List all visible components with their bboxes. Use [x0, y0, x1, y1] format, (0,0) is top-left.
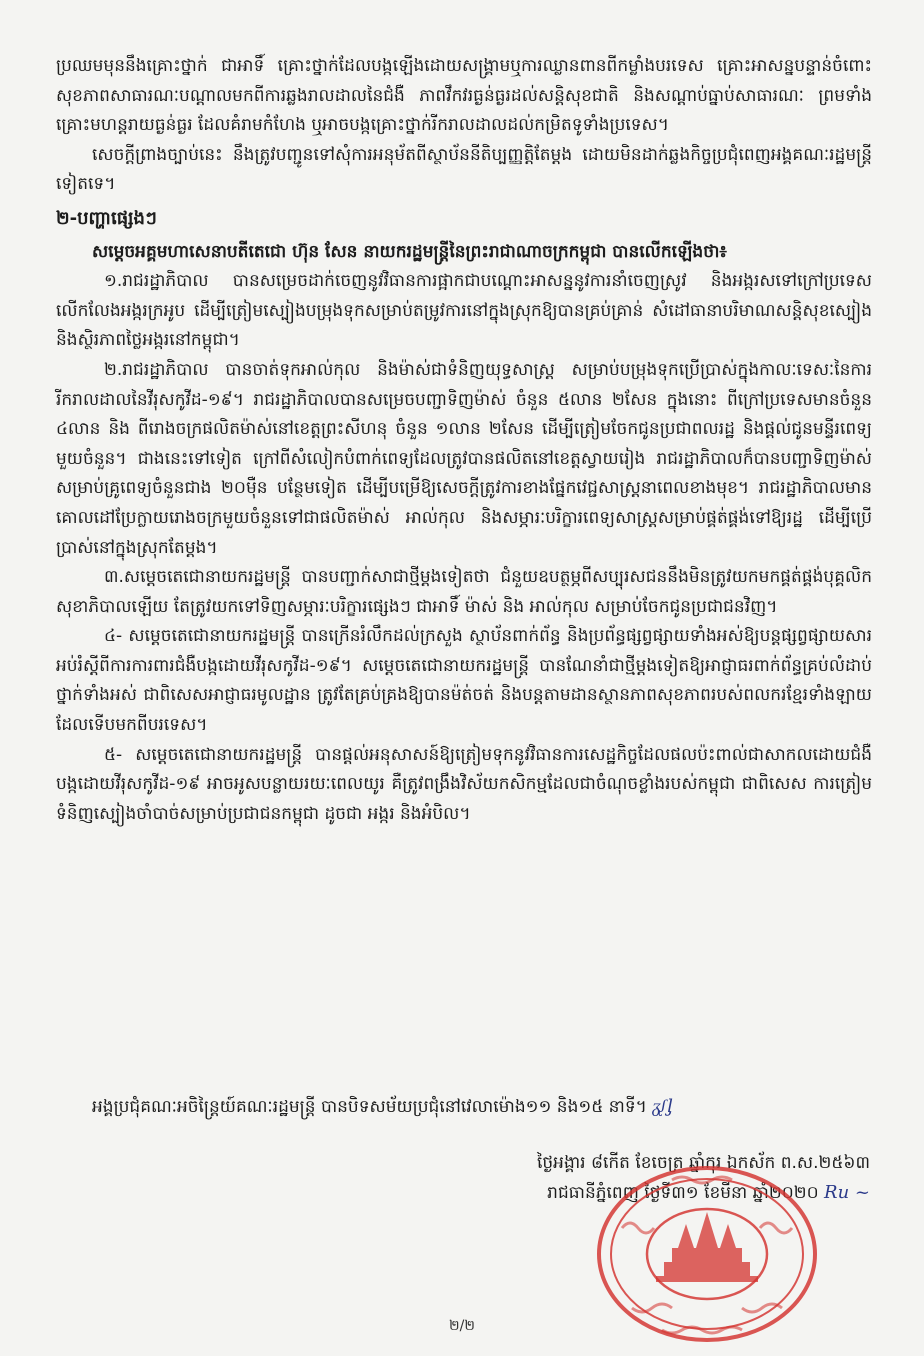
closing-block [56, 1092, 872, 1122]
section-intro: សម្តេចអគ្គមហាសេនាបតីតេជោ ហ៊ុន សែន នាយករដ្ឋមន្ត្រីនៃព្រះរាជាណាចក្រកម្ពុជា បានលើកឡើងថា៖ [92, 241, 727, 262]
date-initial: Ru ~ [824, 1182, 870, 1203]
item-3: ៣.សម្តេចតេជោនាយករដ្ឋមន្ត្រី បានបញ្ជាក់សាជាថ្មីម្តងទៀតថា ជំនួយឧបត្ថម្ភពីសប្បុរសជននឹងមិនត្រូវយកមកផ្គត់ផ្គង់បុគ្គលិកសុខាភិបាលឡើយ តែត្រូវយកទៅទិញសម្ភារៈបរិក្ខារផ្សេងៗ ជាអាទិ៍ ម៉ាស់ និង អាល់កុល សម្រាប់ចែកជូនប្រជាជនវិញ។ [56, 567, 872, 617]
intro-paragraph-2: សេចក្តីព្រាងច្បាប់នេះ នឹងត្រូវបញ្ជូនទៅសុំការអនុម័តពីស្ថាប័ននីតិប្បញ្ញត្តិតែម្តង ដោយមិនដាក់ឆ្លងកិច្ចប្រជុំពេញអង្គគណៈរដ្ឋមន្ត្រីទៀតទេ។ [56, 144, 872, 195]
item-2: ២.រាជរដ្ឋាភិបាល បានចាត់ទុកអាល់កុល និងម៉ាស់ជាទំនិញយុទ្ធសាស្ត្រ សម្រាប់បម្រុងទុកប្រើប្រាស់ក្នុងកាលៈទេសៈនៃការរីករាលដាលនៃវីរុសកូវីដ-១៩។ រាជរដ្ឋាភិបាលបានសម្រេចបញ្ជាទិញម៉ាស់ ចំនួន ៥លាន ២សែន ក្នុងនោះ ពីក្រៅប្រទេសមានចំនួន ៤លាន និង ពីរោងចក្រផលិតម៉ាស់នៅខេត្តព្រះសីហនុ ចំនួន ១លាន ២សែន ដើម្បីត្រៀមចែកជូនប្រជាពលរដ្ឋ និងផ្តល់ជូនមន្ទីរពេទ្យមួយចំនួន។ ជាងនេះទៅទៀត ក្រៅពីសំលៀកបំពាក់ពេទ្យដែលត្រូវបានផលិតនៅខេត្តស្វាយរៀង រាជរដ្ឋាភិបាលក៏បានបញ្ជាទិញម៉ាស់សម្រាប់គ្រូពេទ្យចំនួនជាង ២០ម៉ឺន បន្ថែមទៀត ដើម្បីបម្រើឱ្យសេចក្តីត្រូវការខាងផ្នែកវេជ្ជសាស្ត្រនាពេលខាងមុខ។ រាជរដ្ឋាភិបាលមានគោលដៅប្រែក្លាយរោងចក្រមួយចំនួនទៅជាផលិតម៉ាស់ អាល់កុល និងសម្ភារៈបរិក្ខារពេទ្យសាស្ត្រសម្រាប់ផ្គត់ផ្គង់ទៅឱ្យរដ្ឋ ដើម្បីប្រើប្រាស់នៅក្នុងស្រុកតែម្តង។ [56, 359, 872, 558]
date-solar: រាជធានីភ្នំពេញ ថ្ងៃទី៣១ ខែមីនា ឆ្នាំ២០២០ [547, 1183, 819, 1203]
item-5: ៥- សម្តេចតេជោនាយករដ្ឋមន្ត្រី បានផ្តល់អនុសាសន៍ឱ្យត្រៀមទុកនូវវិធានការសេដ្ឋកិច្ចដែលផលប៉ះពាល់ជាសាកលដោយជំងឺបង្កដោយវីរុសកូវីដ-១៩ អាចអូសបន្លាយរយៈពេលយូរ គឺត្រូវពង្រឹងវិស័យកសិកម្មដែលជាចំណុចខ្លាំងរបស់កម្ពុជា ជាពិសេស ការត្រៀមទំនិញស្បៀងចាំបាច់សម្រាប់ប្រជាជនកម្ពុជា ដូចជា អង្ករ និងអំបិល។ [56, 744, 872, 824]
item-1: ១.រាជរដ្ឋាភិបាល បានសម្រេចដាក់ចេញនូវវិធានការផ្អាកជាបណ្តោះអាសន្ននូវការនាំចេញស្រូវ និងអង្ករសទៅក្រៅប្រទេស លើកលែងអង្ករក្រអូប ដើម្បីត្រៀមស្បៀងបម្រុងទុកសម្រាប់តម្រូវការនៅក្នុងស្រុកឱ្យបានគ្រប់គ្រាន់ សំដៅធានាបរិមាណសន្តិសុខស្បៀង និងស្ថិរភាពថ្លៃអង្ករនៅកម្ពុជា។ [56, 271, 872, 351]
item-4: ៤- សម្តេចតេជោនាយករដ្ឋមន្ត្រី បានក្រើនរំលឹកដល់ក្រសួង ស្ថាប័នពាក់ព័ន្ធ និងប្រព័ន្ធផ្សព្វផ្សាយទាំងអស់ឱ្យបន្តផ្សព្វផ្សាយសារអប់រំស្តីពីការការពារជំងឺបង្កដោយវីរុសកូវីដ-១៩។ សម្តេចតេជោនាយករដ្ឋមន្ត្រី បានណែនាំជាថ្មីម្តងទៀតឱ្យអាជ្ញាធរពាក់ព័ន្ធគ្រប់លំដាប់ថ្នាក់ទាំងអស់ ជាពិសេសអាជ្ញាធរមូលដ្ឋាន ត្រូវតែគ្រប់គ្រងឱ្យបានម៉ត់ចត់ និងបន្តតាមដានស្ថានភាពសុខភាពរបស់ពលករខ្មែរទាំងឡាយដែលទើបមកពីបរទេស។ [56, 626, 872, 736]
page-number: ២/២ [449, 1318, 475, 1334]
closing-statement: អង្គប្រជុំគណៈអចិន្ត្រៃយ៍គណៈរដ្ឋមន្ត្រី បានបិទសម័យប្រជុំនៅវេលាម៉ោង១១ និង១៥ នាទី។ [92, 1097, 647, 1117]
intro-paragraph-1: ប្រឈមមុននឹងគ្រោះថ្នាក់ ជាអាទិ៍ គ្រោះថ្នាក់ដែលបង្កឡើងដោយសង្រ្គាមឬការឈ្លានពានពីកម្លាំងបរទេស គ្រោះអាសន្នបន្ទាន់ចំពោះសុខភាពសាធារណៈបណ្តាលមកពីការឆ្លងរាលដាលនៃជំងឺ ភាពវឹកវរធ្ងន់ធ្ងរដល់សន្តិសុខជាតិ និងសណ្តាប់ធ្នាប់សាធារណៈ ព្រមទាំងគ្រោះមហន្តរាយធ្ងន់ធ្ងរ ដែលគំរាមកំហែង ឬអាចបង្កគ្រោះថ្នាក់រីករាលដាលដល់កម្រិតទូទាំងប្រទេស។ [56, 56, 872, 136]
closing-initial: ᵹᶘᶅ [652, 1096, 672, 1117]
document-body [56, 52, 872, 829]
date-lunar: ថ្ងៃអង្គារ ៨កើត ខែចេត្រ ឆ្នាំកុរ ឯកស័ក ព.ស.២៥៦៣ [536, 1153, 870, 1173]
section-heading: ២-បញ្ហាផ្សេងៗ [56, 207, 157, 229]
